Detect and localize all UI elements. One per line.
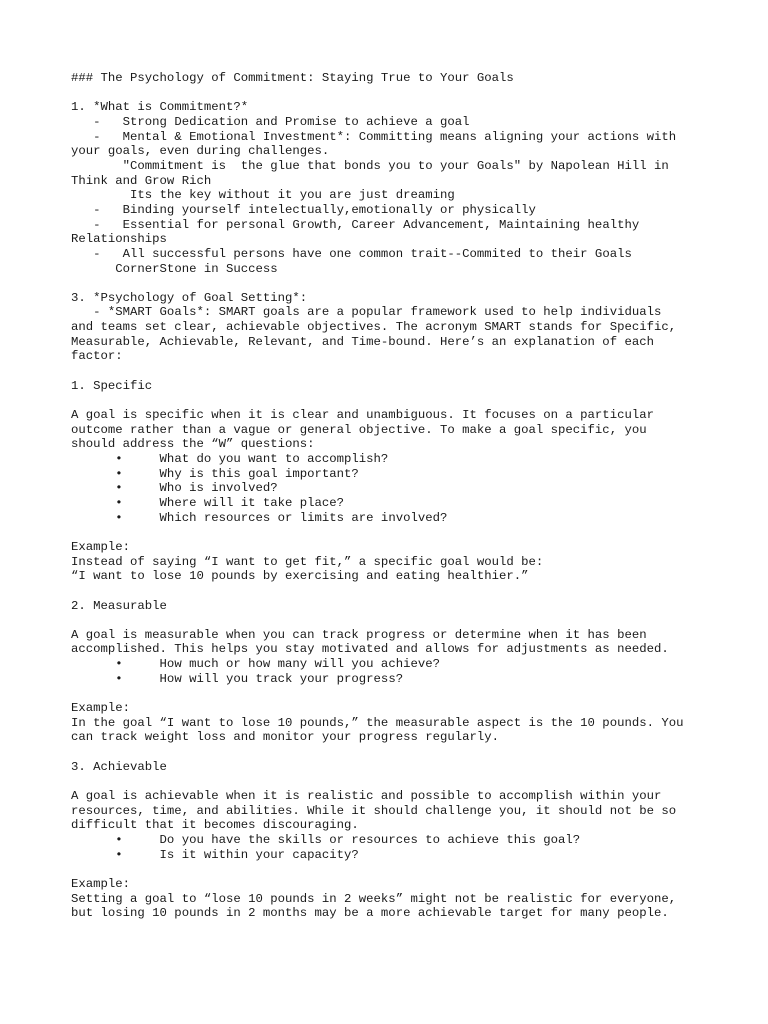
text-line <box>71 393 701 408</box>
text-line: Relationships <box>71 232 167 247</box>
text-line: • What do you want to accomplish? <box>71 452 389 466</box>
text-line: Think and Grow Rich <box>71 173 212 188</box>
text-line: A goal is measurable when you can track progress or determine when it has been <box>71 627 647 642</box>
text-line: Measurable, Achievable, Relevant, and Time-bound. Here’s an explanation of each <box>71 334 654 349</box>
text-line: Example: <box>71 701 131 716</box>
text-line: Example: <box>71 539 131 554</box>
text-line <box>71 276 701 291</box>
text-line: Instead of saying “I want to get fit,” a specific goal would be: <box>71 554 544 569</box>
text-line <box>71 745 701 760</box>
text-line <box>71 862 701 877</box>
text-line <box>71 774 701 789</box>
text-line: Its the key without it you are just dreaming <box>71 188 455 203</box>
text-line: should address the “W” questions: <box>71 437 315 452</box>
text-line: can track weight loss and monitor your progress regularly. <box>71 730 500 745</box>
text-line <box>71 364 701 379</box>
text-line: outcome rather than a vague or general objective. To make a goal specific, you <box>71 422 647 437</box>
text-line: • Who is involved? <box>71 481 278 496</box>
text-line: factor: <box>71 349 123 364</box>
text-line: difficult that it becomes discouraging. <box>71 818 359 833</box>
text-line: ### The Psychology of Commitment: Staying True to Your Goals <box>71 71 514 85</box>
text-line: In the goal “I want to lose 10 pounds,” the measurable aspect is the 10 pounds. You <box>71 715 684 730</box>
document-page <box>71 71 701 921</box>
text-line: 2. Measurable <box>71 598 167 613</box>
text-line: resources, time, and abilities. While it should challenge you, it should not be so <box>71 803 677 818</box>
text-line <box>71 525 701 540</box>
text-line: 3. *Psychology of Goal Setting*: <box>71 290 308 305</box>
text-line: - Strong Dedication and Promise to achieve a goal <box>71 114 470 129</box>
text-line: but losing 10 pounds in 2 months may be a more achievable target for many people. <box>71 906 669 921</box>
text-line <box>71 686 701 701</box>
text-line: • Which resources or limits are involved? <box>71 510 448 525</box>
text-line <box>71 584 701 599</box>
text-line: - Essential for personal Growth, Career Advancement, Maintaining healthy <box>71 217 640 232</box>
text-line: - Mental & Emotional Investment*: Committing means aligning your actions with <box>71 129 677 144</box>
text-line <box>71 86 701 101</box>
text-line: Setting a goal to “lose 10 pounds in 2 weeks” might not be realistic for everyone, <box>71 891 677 906</box>
text-line: A goal is specific when it is clear and unambiguous. It focuses on a particular <box>71 408 654 423</box>
text-line: your goals, even during challenges. <box>71 144 330 159</box>
text-line: • Is it within your capacity? <box>71 847 359 862</box>
text-line: and teams set clear, achievable objectives. The acronym SMART stands for Specific, <box>71 320 677 335</box>
text-line: 3. Achievable <box>71 759 167 774</box>
text-line: Example: <box>71 876 131 891</box>
text-line: • How will you track your progress? <box>71 671 404 686</box>
text-line: • Where will it take place? <box>71 495 345 510</box>
text-line: accomplished. This helps you stay motivated and allows for adjustments as needed. <box>71 642 669 657</box>
text-line: “I want to lose 10 pounds by exercising and eating healthier.” <box>71 569 529 584</box>
text-line: A goal is achievable when it is realistic and possible to accomplish within your <box>71 789 662 803</box>
text-line: - All successful persons have one common trait--Commited to their Goals <box>71 246 632 261</box>
text-line <box>71 613 701 628</box>
text-line: 1. *What is Commitment?* <box>71 100 249 115</box>
text-line: - *SMART Goals*: SMART goals are a popular framework used to help individuals <box>71 305 662 320</box>
text-line: - Binding yourself intelectually,emotionally or physically <box>71 202 536 217</box>
text-line: • How much or how many will you achieve? <box>71 657 440 672</box>
text-line: • Do you have the skills or resources to achieve this goal? <box>71 832 581 847</box>
text-line: CornerStone in Success <box>71 261 278 276</box>
text-line: 1. Specific <box>71 378 153 393</box>
text-line: "Commitment is the glue that bonds you to your Goals" by Napolean Hill in <box>71 158 669 173</box>
text-line: • Why is this goal important? <box>71 466 359 481</box>
